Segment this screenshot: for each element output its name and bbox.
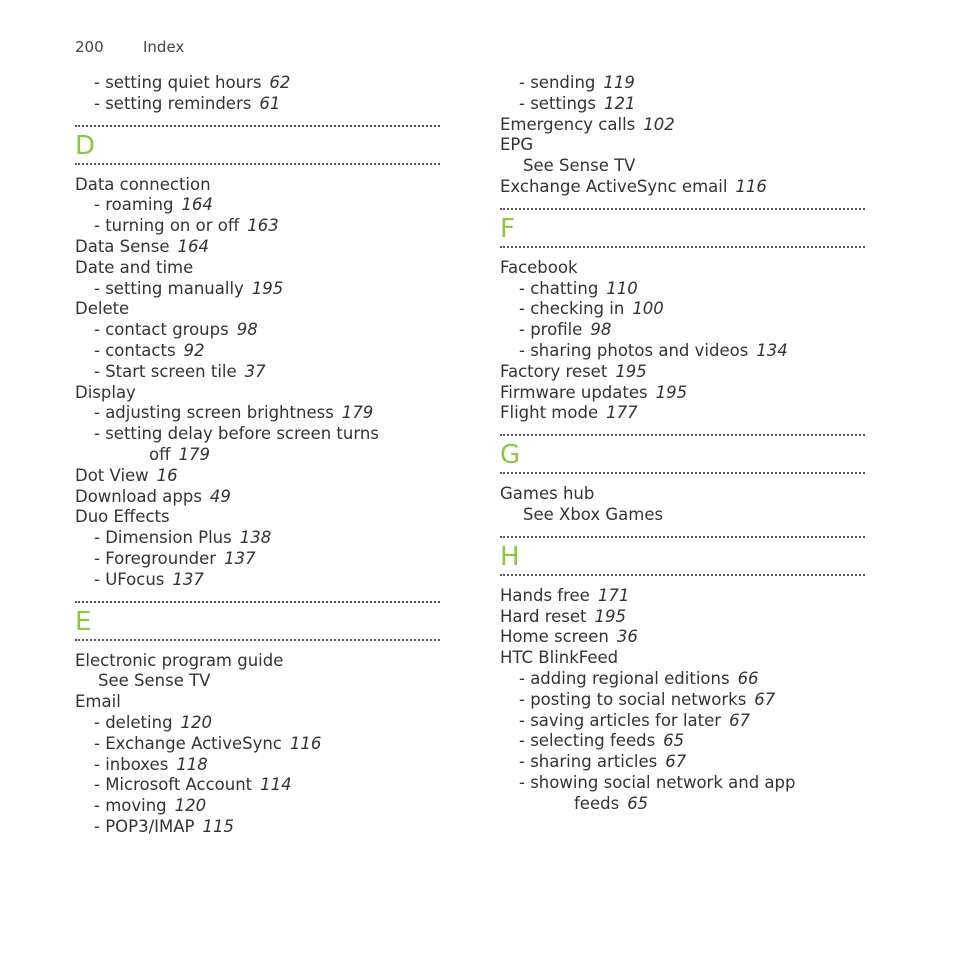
page-reference: 195: [251, 278, 284, 298]
page-reference: 110: [606, 278, 638, 298]
index-subentry: [500, 711, 865, 732]
index-entry: [75, 258, 440, 279]
entry-text: - moving: [94, 796, 167, 816]
entry-text: See Sense TV: [523, 156, 636, 176]
index-entry: [75, 383, 440, 404]
section-letter: E: [75, 606, 92, 637]
page-reference: 61: [259, 93, 281, 113]
page-reference: 37: [244, 361, 266, 381]
entry-text: - setting delay before screen turns: [94, 424, 379, 444]
index-subentry: [75, 216, 440, 237]
page-reference: 36: [616, 627, 638, 647]
index-entry: [75, 487, 440, 508]
index-subentry: [75, 362, 440, 383]
entry-text: Dot View: [75, 465, 149, 485]
index-subentry: [500, 73, 865, 94]
index-entry: [500, 403, 865, 424]
section-divider: [500, 434, 865, 436]
index-see-reference: [500, 156, 865, 177]
index-entry: [500, 177, 865, 198]
index-entry: [500, 383, 865, 404]
entry-text: - showing social network and app: [519, 772, 796, 792]
entry-text: - sharing articles: [519, 752, 658, 772]
page-reference: 195: [655, 382, 688, 402]
index-subentry: [500, 752, 865, 773]
index-subentry: [500, 279, 865, 300]
entry-text: Date and time: [75, 257, 194, 277]
section-letter: F: [500, 213, 515, 244]
section-letter: G: [500, 440, 521, 471]
entry-text: Data Sense: [75, 236, 170, 256]
page-number: 200: [75, 38, 104, 56]
entry-text: - profile: [519, 320, 583, 340]
index-subentry: [500, 669, 865, 690]
entry-text: HTC BlinkFeed: [500, 648, 619, 668]
index-column-left: [75, 73, 440, 838]
index-subentry: [75, 549, 440, 570]
index-subentry: [500, 341, 865, 362]
page-reference: 16: [156, 465, 178, 485]
page-reference: 120: [180, 712, 213, 732]
index-subentry: [75, 528, 440, 549]
page-reference: 179: [178, 444, 210, 464]
page-reference: 164: [177, 236, 209, 256]
entry-text: - contact groups: [94, 320, 229, 340]
page-reference: 100: [632, 299, 664, 319]
entry-text: Emergency calls: [500, 114, 636, 134]
entry-text: off: [149, 444, 171, 464]
index-subentry: [500, 773, 865, 794]
entry-text: - UFocus: [94, 569, 165, 589]
entry-text: Hard reset: [500, 606, 587, 626]
entry-text: Duo Effects: [75, 507, 170, 527]
page-reference: 115: [202, 816, 234, 836]
section-divider: [75, 163, 440, 165]
section-divider: [500, 208, 865, 210]
page-reference: 137: [172, 569, 204, 589]
index-subentry: [75, 341, 440, 362]
entry-text: - contacts: [94, 340, 176, 360]
entry-text: - adjusting screen brightness: [94, 403, 334, 423]
section-divider: [500, 246, 865, 248]
entry-text: Hands free: [500, 585, 590, 605]
entry-text: - roaming: [94, 195, 174, 215]
page-reference: 67: [729, 710, 751, 730]
entry-text: - deleting: [94, 712, 173, 732]
index-subentry: [75, 755, 440, 776]
page-reference: 65: [627, 793, 649, 813]
index-subentry: [500, 94, 865, 115]
entry-text: Games hub: [500, 484, 595, 504]
entry-text: - turning on or off: [94, 216, 240, 236]
index-entry: [75, 692, 440, 713]
entry-text: Data connection: [75, 174, 211, 194]
page-reference: 102: [643, 114, 675, 134]
entry-text: Flight mode: [500, 403, 599, 423]
index-entry: [500, 627, 865, 648]
entry-text: - Foregrounder: [94, 548, 217, 568]
section-divider: [75, 125, 440, 127]
page-reference: 118: [176, 754, 208, 774]
entry-text: - POP3/IMAP: [94, 816, 195, 836]
page-reference: 121: [604, 93, 636, 113]
entry-text: Display: [75, 382, 136, 402]
section-divider: [75, 639, 440, 641]
page-reference: 98: [236, 320, 258, 340]
index-entry: [500, 258, 865, 279]
entry-text: Facebook: [500, 257, 578, 277]
index-subentry: [500, 690, 865, 711]
entry-text: - inboxes: [94, 754, 169, 774]
entry-text: Home screen: [500, 627, 609, 647]
entry-text: See Sense TV: [98, 671, 211, 691]
entry-text: - sharing photos and videos: [519, 340, 749, 360]
index-entry: [500, 607, 865, 628]
index-subentry: [75, 796, 440, 817]
entry-text: Firmware updates: [500, 382, 648, 402]
entry-text: feeds: [574, 793, 620, 813]
index-entry: [500, 362, 865, 383]
index-entry: [75, 299, 440, 320]
page-reference: 177: [606, 403, 638, 423]
section-divider: [500, 536, 865, 538]
page-reference: 92: [183, 340, 205, 360]
index-subentry: [75, 279, 440, 300]
index-see-reference: [500, 505, 865, 526]
index-entry: [500, 586, 865, 607]
entry-text: Exchange ActiveSync email: [500, 176, 728, 196]
entry-text: See Xbox Games: [523, 504, 664, 524]
page-reference: 120: [174, 796, 207, 816]
index-subentry: [75, 195, 440, 216]
entry-text: - saving articles for later: [519, 710, 722, 730]
index-subentry: [75, 713, 440, 734]
page-reference: 49: [209, 486, 231, 506]
index-entry: [75, 237, 440, 258]
page-reference: 116: [289, 733, 322, 753]
page-reference: 195: [594, 606, 627, 626]
entry-text: - Exchange ActiveSync: [94, 733, 282, 753]
entry-text: Factory reset: [500, 361, 608, 381]
entry-text: - Microsoft Account: [94, 775, 253, 795]
entry-text: - selecting feeds: [519, 731, 656, 751]
index-subentry: [75, 94, 440, 115]
section-title: Index: [143, 38, 185, 56]
page-reference: 195: [615, 361, 647, 381]
index-subentry: [75, 445, 440, 466]
section-letter: D: [75, 130, 96, 161]
entry-text: - Dimension Plus: [94, 528, 232, 548]
page-reference: 98: [590, 320, 612, 340]
page-reference: 62: [269, 73, 291, 92]
index-subentry: [75, 320, 440, 341]
page-reference: 67: [665, 752, 687, 772]
entry-text: - adding regional editions: [519, 668, 730, 688]
index-subentry: [75, 403, 440, 424]
page-reference: 119: [603, 73, 635, 92]
index-see-reference: [75, 671, 440, 692]
page-reference: 164: [181, 195, 213, 215]
index-entry: [500, 135, 865, 156]
page-header: [75, 38, 184, 56]
page-reference: 171: [597, 585, 630, 605]
page-reference: 179: [341, 403, 374, 423]
index-subentry: [75, 570, 440, 591]
page-reference: 134: [756, 340, 788, 360]
entry-text: EPG: [500, 135, 534, 155]
index-subentry: [500, 731, 865, 752]
section-divider: [500, 472, 865, 474]
index-subentry: [500, 794, 865, 815]
index-subentry: [500, 299, 865, 320]
index-entry: [500, 484, 865, 505]
index-subentry: [500, 320, 865, 341]
page-reference: 116: [735, 176, 767, 196]
entry-text: Download apps: [75, 486, 202, 506]
entry-text: - checking in: [519, 299, 625, 319]
index-entry: [75, 651, 440, 672]
page-reference: 114: [260, 775, 292, 795]
page-reference: 163: [247, 216, 279, 236]
page-reference: 65: [663, 731, 685, 751]
section-divider: [500, 574, 865, 576]
index-subentry: [75, 817, 440, 838]
entry-text: Email: [75, 692, 121, 712]
entry-text: - settings: [519, 93, 596, 113]
index-subentry: [75, 424, 440, 445]
page-reference: 138: [239, 528, 272, 548]
entry-text: - posting to social networks: [519, 689, 747, 709]
section-letter: H: [500, 541, 520, 572]
index-entry: [75, 175, 440, 196]
index-column-right: [500, 73, 865, 815]
entry-text: - Start screen tile: [94, 361, 237, 381]
page-reference: 66: [737, 668, 759, 688]
index-subentry: [75, 73, 440, 94]
entry-text: Electronic program guide: [75, 650, 284, 670]
index-entry: [500, 115, 865, 136]
section-divider: [75, 601, 440, 603]
entry-text: - setting quiet hours: [94, 73, 262, 92]
entry-text: Delete: [75, 299, 130, 319]
page-reference: 137: [224, 548, 256, 568]
entry-text: - setting reminders: [94, 93, 252, 113]
entry-text: - chatting: [519, 278, 599, 298]
index-entry: [500, 648, 865, 669]
page-reference: 67: [754, 689, 776, 709]
index-entry: [75, 507, 440, 528]
index-subentry: [75, 775, 440, 796]
index-entry: [75, 466, 440, 487]
entry-text: - sending: [519, 73, 596, 92]
entry-text: - setting manually: [94, 278, 244, 298]
index-subentry: [75, 734, 440, 755]
